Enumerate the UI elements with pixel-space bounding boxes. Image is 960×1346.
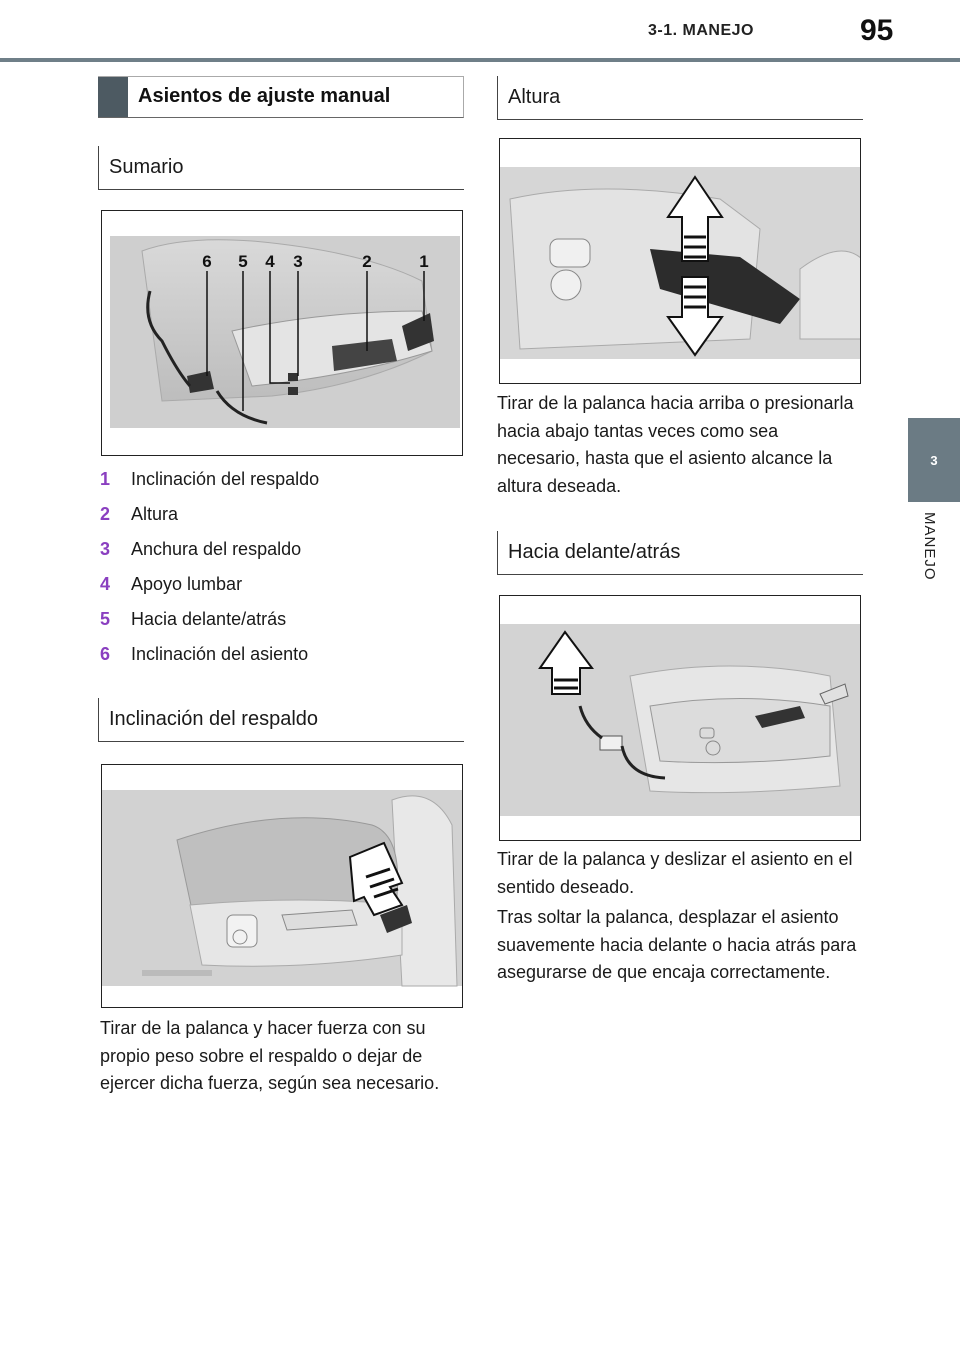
legend-number: 3 — [100, 539, 111, 559]
legend-item — [100, 602, 460, 637]
legend-number: 5 — [100, 609, 111, 629]
backrest-instructions: Tirar de la palanca y hacer fuerza con su propio peso sobre el respaldo o dejar de ejercer dicha fuerza, según sea necesario. — [100, 1018, 440, 1093]
section-title: 3-1. MANEJO — [648, 22, 754, 39]
chapter-tab[interactable] — [908, 418, 960, 502]
legend-number: 6 — [100, 644, 111, 664]
header-rule — [0, 58, 960, 62]
fore-aft-illustration — [500, 596, 861, 841]
subheading-text: Inclinación del respaldo — [109, 708, 319, 730]
backrest-figure — [101, 764, 463, 1008]
chapter-number: 3 — [930, 452, 938, 468]
heading-bar — [98, 77, 128, 117]
subheading-text: Sumario — [109, 156, 184, 178]
subheading-altura — [497, 76, 863, 120]
component-legend — [100, 462, 460, 672]
subheading-hacia-delante — [497, 531, 863, 575]
backrest-illustration — [102, 765, 463, 1008]
callout-4: 4 — [265, 252, 275, 271]
legend-label: Anchura del respaldo — [131, 539, 302, 559]
subheading-sumario — [98, 146, 464, 190]
seat-overview-figure — [101, 210, 463, 456]
legend-number: 2 — [100, 504, 111, 524]
legend-item — [100, 497, 460, 532]
subheading-text: Altura — [508, 86, 561, 108]
legend-label: Altura — [131, 504, 179, 524]
height-illustration — [500, 139, 861, 384]
subheading-text: Hacia delante/atrás — [508, 541, 681, 563]
legend-item — [100, 462, 460, 497]
legend-label: Inclinación del respaldo — [131, 469, 320, 489]
callout-2: 2 — [362, 252, 372, 271]
callout-5: 5 — [238, 252, 248, 271]
height-figure — [499, 138, 861, 384]
fore-aft-instructions-1: Tirar de la palanca y deslizar el asiento en el sentido deseado. — [497, 849, 853, 897]
legend-item — [100, 567, 460, 602]
legend-number: 1 — [100, 469, 111, 489]
subheading-inclinacion — [98, 698, 464, 742]
legend-label: Hacia delante/atrás — [131, 609, 287, 629]
main-section-heading — [98, 76, 464, 118]
page-number: 95 — [860, 14, 894, 47]
callout-1: 1 — [419, 252, 429, 271]
legend-label: Inclinación del asiento — [131, 644, 309, 664]
legend-item — [100, 532, 460, 567]
legend-item — [100, 637, 460, 672]
legend-number: 4 — [100, 574, 111, 594]
legend-label: Apoyo lumbar — [131, 574, 243, 594]
callout-6: 6 — [202, 252, 212, 271]
fore-aft-figure — [499, 595, 861, 841]
seat-overview-illustration — [102, 211, 463, 456]
chapter-label: MANEJO — [921, 512, 938, 581]
height-instructions: Tirar de la palanca hacia arriba o presionarla hacia abajo tantas veces como sea necesario, hasta que el asiento alcance la altura deseada. — [497, 393, 854, 496]
main-heading-text: Asientos de ajuste manual — [138, 85, 391, 107]
fore-aft-instructions-2: Tras soltar la palanca, desplazar el asiento suavemente hacia delante o hacia atrás para asegurarse de que encaja correctamente. — [497, 907, 857, 982]
callout-3: 3 — [293, 252, 303, 271]
